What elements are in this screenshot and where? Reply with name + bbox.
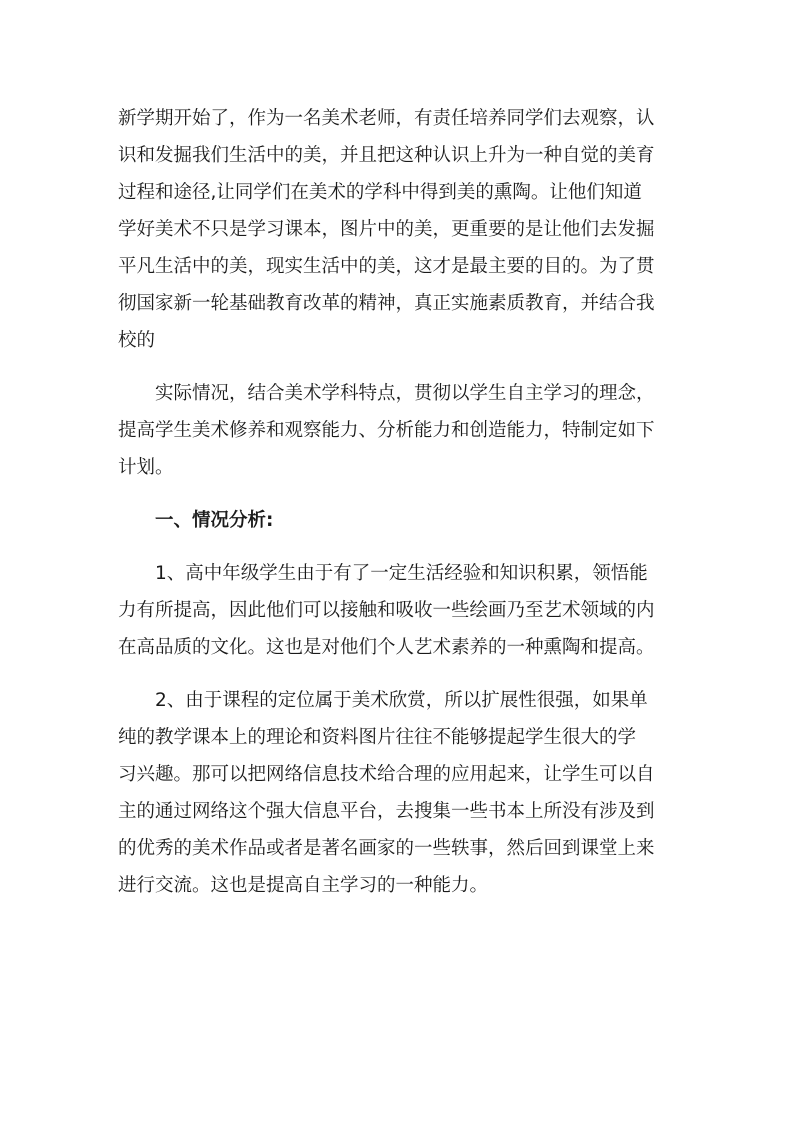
paragraph-line: 进行交流。这也是提高自主学习的一种能力。 [118, 875, 489, 896]
paragraph-line: 彻国家新一轮基础教育改革的精神，真正实施素质教育，并结合我 [118, 293, 655, 314]
document-page [118, 100, 678, 920]
paragraph-line: 识和发掘我们生活中的美，并且把这种认识上升为一种自觉的美育 [118, 145, 655, 166]
paragraph-line: 力有所提高，因此他们可以接触和吸收一些绘画乃至艺术领域的内 [118, 600, 655, 621]
paragraph-line: 2、由于课程的定位属于美术欣赏，所以扩展性很强，如果单 [155, 690, 648, 711]
paragraph-line: 校的 [118, 330, 156, 351]
paragraph-line: 实际情况，结合美术学科特点，贯彻以学生自主学习的理念， [155, 383, 655, 404]
paragraph-line: 的优秀的美术作品或者是著名画家的一些轶事，然后回到课堂上来 [118, 838, 655, 859]
paragraph-analysis-1 [118, 555, 678, 666]
paragraph-line: 主的通过网络这个强大信息平台，去搜集一些书本上所没有涉及到 [118, 801, 655, 822]
paragraph-line: 习兴趣。那可以把网络信息技术给合理的应用起来，让学生可以自 [118, 764, 655, 785]
paragraph-line: 过程和途径,让同学们在美术的学科中得到美的熏陶。让他们知道 [118, 182, 642, 203]
paragraph-line: 计划。 [118, 457, 174, 478]
paragraph-analysis-2 [118, 682, 678, 904]
paragraph-line: 纯的教学课本上的理论和资料图片往往不能够提起学生很大的学 [118, 727, 637, 748]
section-heading-block [118, 502, 678, 539]
paragraph-context [118, 375, 678, 486]
paragraph-line: 平凡生活中的美，现实生活中的美，这才是最主要的目的。为了贯 [118, 256, 655, 277]
paragraph-line: 新学期开始了，作为一名美术老师，有责任培养同学们去观察，认 [118, 108, 655, 129]
section-heading: 一、情况分析: [155, 510, 274, 531]
paragraph-line: 学好美术不只是学习课本，图片中的美，更重要的是让他们去发掘 [118, 219, 655, 240]
paragraph-intro [118, 100, 678, 359]
paragraph-line: 在高品质的文化。这也是对他们个人艺术素养的一种熏陶和提高。 [118, 637, 655, 658]
paragraph-line: 提高学生美术修养和观察能力、分析能力和创造能力，特制定如下 [118, 420, 655, 441]
paragraph-line: 1、高中年级学生由于有了一定生活经验和知识积累，领悟能 [155, 563, 648, 584]
